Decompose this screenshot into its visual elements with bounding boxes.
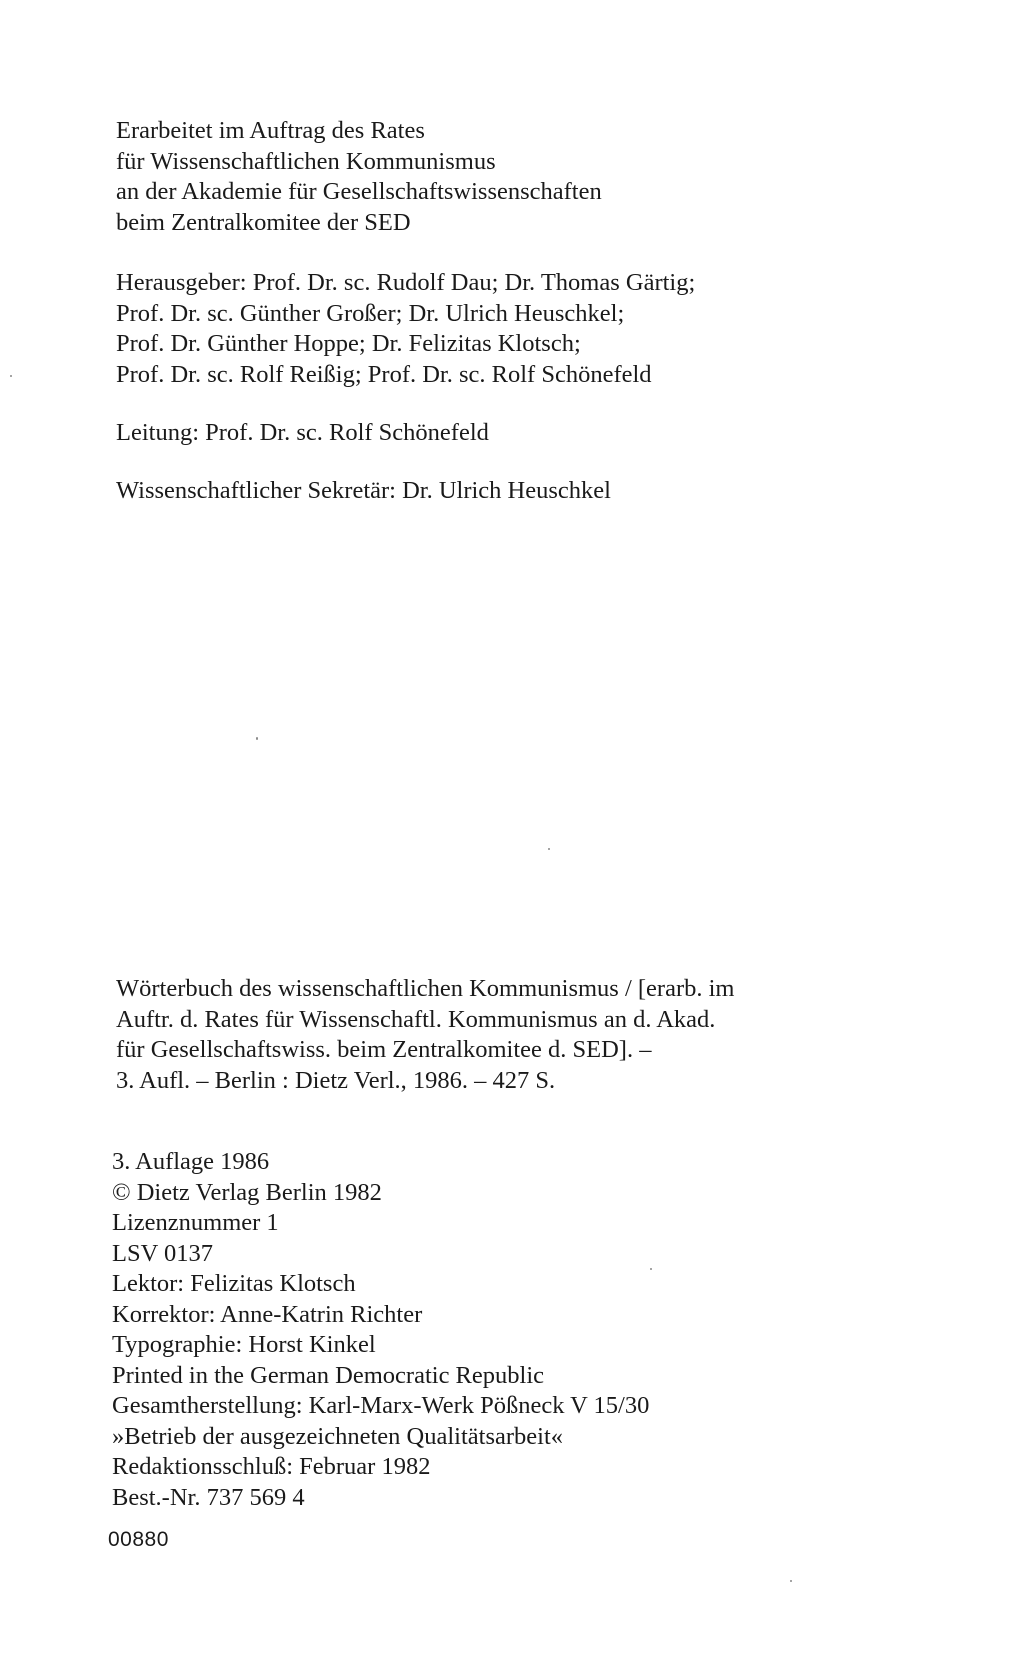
commission-line: Erarbeitet im Auftrag des Rates	[116, 117, 425, 144]
commission-block	[116, 116, 602, 238]
imprint-line: Best.-Nr. 737 569 4	[112, 1483, 305, 1511]
imprint-line: Typographie: Horst Kinkel	[112, 1331, 376, 1358]
cip-line: Auftr. d. Rates für Wissenschaftl. Kommunismus an d. Akad.	[116, 1005, 716, 1033]
scan-speck	[548, 848, 550, 850]
editors-line: Prof. Dr. sc. Günther Großer; Dr. Ulrich Heuschkel;	[116, 299, 625, 327]
scan-speck	[10, 375, 12, 377]
scan-speck	[256, 737, 258, 740]
scan-speck	[790, 1580, 792, 1582]
imprint-line: Korrektor: Anne-Katrin Richter	[112, 1300, 423, 1328]
editors-line: Prof. Dr. Günther Hoppe; Dr. Felizitas Klotsch;	[116, 330, 581, 357]
commission-line: beim Zentralkomitee der SED	[116, 208, 411, 236]
scan-speck	[650, 1268, 652, 1270]
commission-line: an der Akademie für Gesellschaftswissenschaften	[116, 178, 602, 205]
imprint-line: »Betrieb der ausgezeichneten Qualitätsarbeit«	[112, 1422, 564, 1450]
imprint-line: Redaktionsschluß: Februar 1982	[112, 1453, 431, 1480]
commission-line: für Wissenschaftlichen Kommunismus	[116, 147, 496, 175]
cip-line: 3. Aufl. – Berlin : Dietz Verl., 1986. – 427 S.	[116, 1066, 556, 1094]
cip-block	[116, 974, 734, 1096]
imprint-block	[112, 1147, 649, 1513]
editors-line: Herausgeber: Prof. Dr. sc. Rudolf Dau; Dr. Thomas Gärtig;	[116, 269, 696, 296]
leadership-line: Leitung: Prof. Dr. sc. Rolf Schönefeld	[116, 419, 489, 446]
cip-line: Wörterbuch des wissenschaftlichen Kommunismus / [erarb. im	[116, 975, 735, 1002]
imprint-line: Gesamtherstellung: Karl-Marx-Werk Pößneck V 15/30	[112, 1392, 650, 1419]
imprint-line: LSV 0137	[112, 1239, 213, 1267]
editors-block	[116, 268, 695, 390]
imprint-line: Lizenznummer 1	[112, 1209, 279, 1236]
imprint-line: Printed in the German Democratic Republic	[112, 1361, 545, 1389]
imprint-line: 3. Auflage 1986	[112, 1148, 270, 1175]
cip-line: für Gesellschaftswiss. beim Zentralkomitee d. SED]. –	[116, 1036, 652, 1063]
editors-line: Prof. Dr. sc. Rolf Reißig; Prof. Dr. sc. Rolf Schönefeld	[116, 360, 652, 388]
imprint-line: © Dietz Verlag Berlin 1982	[112, 1178, 382, 1206]
secretary-line: Wissenschaftlicher Sekretär: Dr. Ulrich Heuschkel	[116, 477, 611, 504]
imprint-line: Lektor: Felizitas Klotsch	[112, 1270, 356, 1297]
print-code: 00880	[108, 1528, 169, 1551]
